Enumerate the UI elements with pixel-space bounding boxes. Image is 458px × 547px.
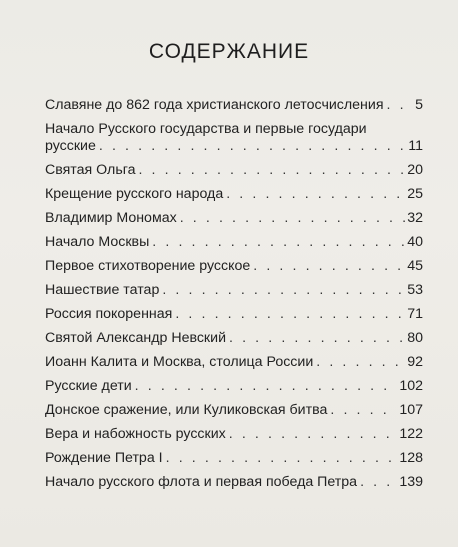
toc-entry-title: Иоанн Калита и Москва, столица России	[45, 354, 314, 370]
toc-entry[interactable]	[45, 378, 423, 395]
toc-entry-title: Вера и набожность русских	[45, 426, 226, 442]
toc-entry-title: русские	[45, 138, 96, 154]
toc-entry-title: Начало Москвы	[45, 234, 150, 250]
toc-entry-title: Россия покоренная	[45, 306, 173, 322]
toc-leader-dots	[175, 306, 405, 323]
toc-entry-title: Святая Ольга	[45, 162, 136, 178]
toc-entry-page: 45	[407, 258, 423, 274]
toc-leader-dots	[180, 210, 406, 227]
toc-leader-dots	[162, 282, 405, 299]
toc-entry-page: 92	[407, 354, 423, 370]
toc-entry-page: 107	[399, 402, 423, 418]
toc-entry[interactable]	[45, 474, 423, 491]
toc-leader-dots	[253, 258, 405, 275]
page-title: СОДЕРЖАНИЕ	[148, 40, 310, 63]
toc-entry-title: Нашествие татар	[45, 282, 160, 298]
toc-entry-page: 53	[407, 282, 423, 298]
toc-entry-title: Крещение русского народа	[45, 186, 224, 202]
toc-entry-page: 80	[407, 330, 423, 346]
toc-entry[interactable]	[45, 97, 423, 114]
toc-entry-title: Рождение Петра I	[45, 450, 163, 466]
toc-entry[interactable]	[45, 402, 423, 419]
toc-entry-page: 5	[415, 97, 423, 113]
toc-entry[interactable]	[45, 234, 423, 251]
toc-entry-title: Русские дети	[45, 378, 132, 394]
toc-entry-page: 32	[407, 210, 423, 226]
toc-entry-page: 40	[407, 234, 423, 250]
toc-entry-page: 128	[399, 450, 423, 466]
toc-leader-dots	[229, 426, 398, 443]
toc-entry-title: Начало русского флота и первая победа Петра	[45, 474, 358, 490]
toc-entry[interactable]	[45, 426, 423, 443]
toc-leader-dots	[226, 186, 405, 203]
toc-entry-page: 102	[399, 378, 423, 394]
toc-entry-page: 11	[408, 138, 423, 154]
toc-entry-title: Славяне до 862 года христианского летосчисления	[45, 97, 384, 113]
toc-entry[interactable]	[45, 121, 423, 155]
toc-entry[interactable]	[45, 162, 423, 179]
toc-entry-title: Первое стихотворение русское	[45, 258, 251, 274]
toc-entry-page: 25	[407, 186, 423, 202]
toc-entry[interactable]	[45, 330, 423, 347]
toc-entry[interactable]	[45, 450, 423, 467]
toc-leader-dots	[360, 474, 397, 491]
toc-leader-dots	[316, 354, 405, 371]
toc-entry-title: Святой Александр Невский	[45, 330, 226, 346]
toc-leader-dots	[99, 138, 406, 155]
toc-entry[interactable]	[45, 258, 423, 275]
toc-entry-title: Донское сражение, или Куликовская битва	[45, 402, 328, 418]
toc-leader-dots	[166, 450, 398, 467]
toc-entry-page: 139	[399, 474, 423, 490]
toc-leader-dots	[138, 162, 405, 179]
toc-entry[interactable]	[45, 354, 423, 371]
toc-entry[interactable]	[45, 210, 423, 227]
toc-leader-dots	[229, 330, 405, 347]
toc-leader-dots	[387, 97, 408, 114]
toc-leader-dots	[152, 234, 405, 251]
toc-entry[interactable]	[45, 306, 423, 323]
toc-entry-page: 20	[407, 162, 423, 178]
toc-entry-page: 71	[407, 306, 423, 322]
table-of-contents	[45, 97, 423, 491]
toc-entry[interactable]	[45, 282, 423, 299]
toc-leader-dots	[330, 402, 397, 419]
toc-entry-page: 122	[399, 426, 423, 442]
toc-entry[interactable]	[45, 186, 423, 203]
toc-entry-title-line1: Начало Русского государства и первые государи	[45, 121, 367, 137]
toc-entry-title: Владимир Мономах	[45, 210, 177, 226]
toc-leader-dots	[135, 378, 398, 395]
